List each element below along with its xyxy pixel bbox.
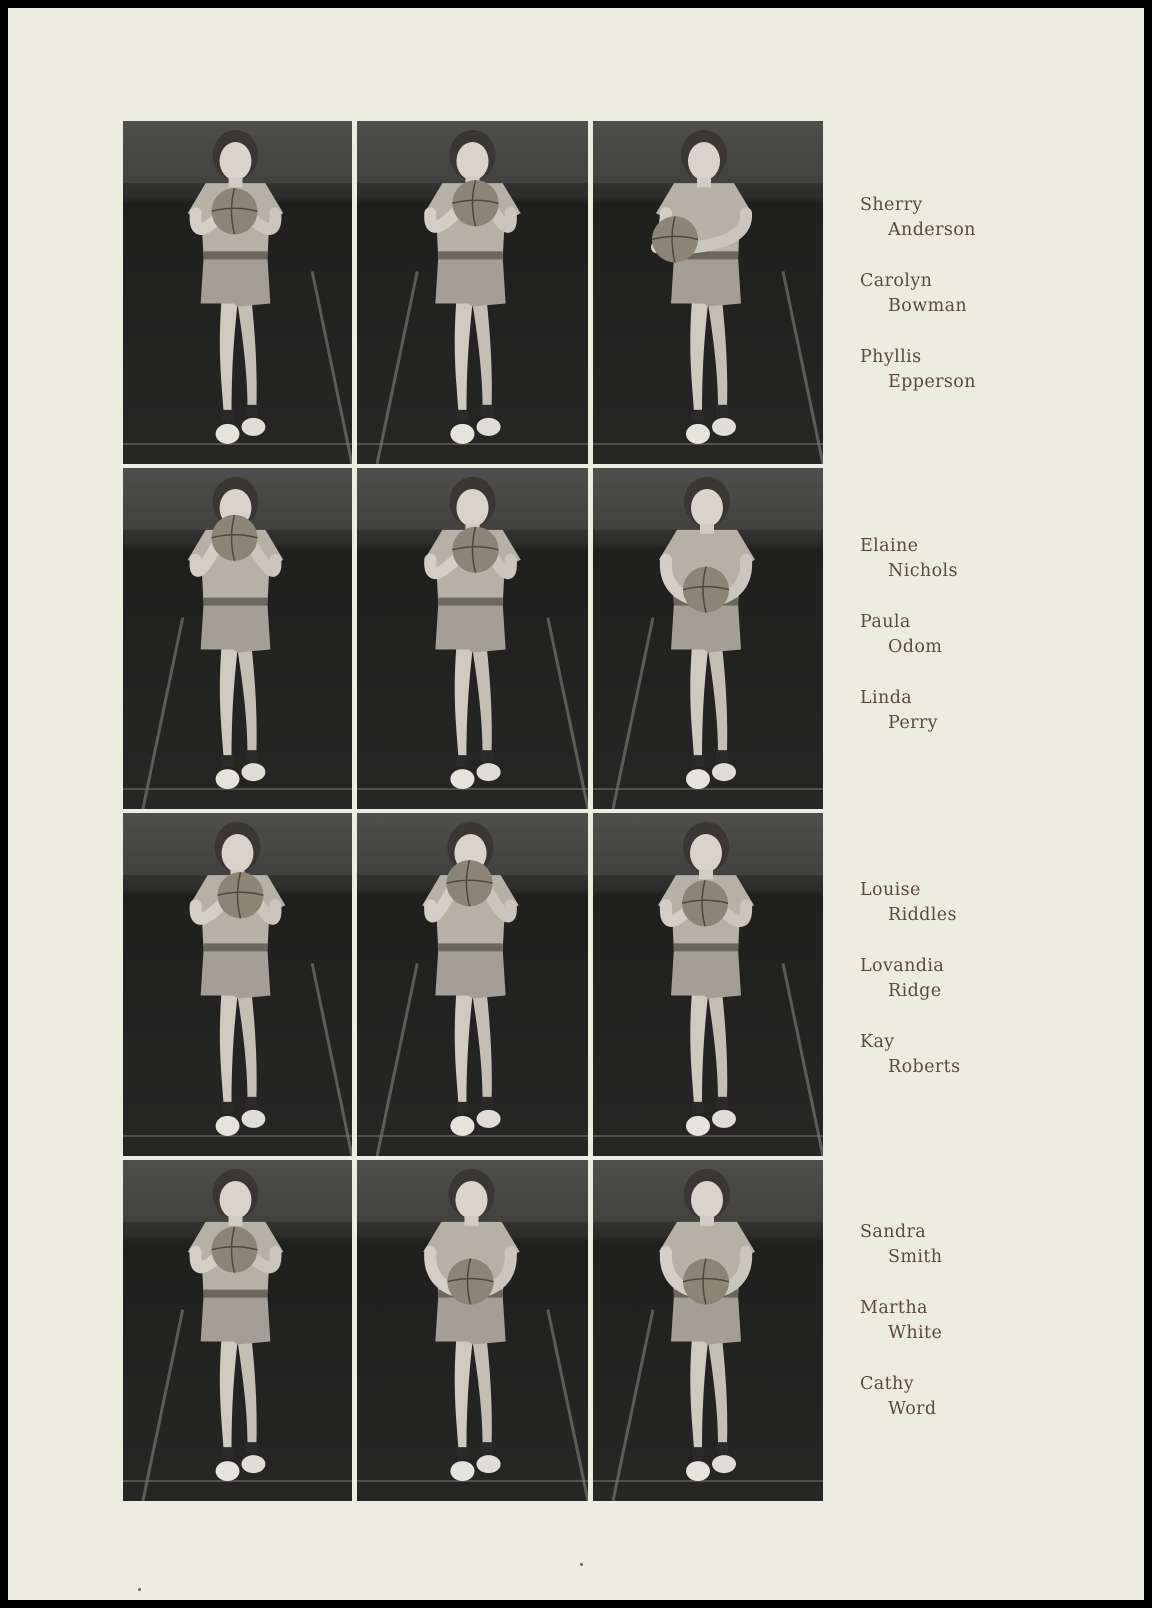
- player-face: [455, 1181, 487, 1219]
- player-shoe: [712, 1110, 736, 1128]
- player-shorts: [435, 948, 505, 998]
- player-name: [860, 1296, 1120, 1372]
- first-name: Lovandia: [860, 956, 945, 976]
- photo-figure: [593, 1160, 823, 1501]
- first-name: Louise: [860, 880, 921, 900]
- photo-figure: [593, 121, 823, 464]
- player-sock: [245, 1442, 257, 1454]
- player-leg: [220, 300, 238, 412]
- basketball: [452, 527, 498, 573]
- first-name: Elaine: [860, 536, 919, 556]
- basketball: [446, 860, 492, 906]
- player-belt: [438, 943, 502, 951]
- last-name: White: [888, 1323, 943, 1343]
- player-arm: [258, 903, 275, 919]
- last-name: Riddles: [888, 905, 957, 925]
- player-leg: [220, 992, 238, 1104]
- player-name: [860, 1372, 1120, 1448]
- player-shoe: [241, 418, 265, 436]
- player-shoe: [241, 763, 265, 781]
- basketball: [212, 188, 258, 234]
- player-face: [690, 834, 722, 872]
- player-name: [860, 534, 1120, 610]
- player-sock: [481, 405, 493, 417]
- player-shoe: [216, 424, 240, 444]
- player-shorts: [201, 1295, 271, 1345]
- photo-figure: [123, 121, 352, 464]
- player-face: [456, 142, 488, 180]
- player-belt: [204, 598, 268, 606]
- player-photo: [593, 121, 823, 464]
- player-shoe: [477, 418, 501, 436]
- player-shoe: [712, 763, 736, 781]
- player-shoe: [712, 418, 736, 436]
- player-shoe: [241, 1455, 265, 1473]
- player-arm: [494, 558, 511, 573]
- player-leg: [238, 645, 257, 752]
- player-photo: [593, 813, 823, 1156]
- player-shoe: [477, 763, 501, 781]
- player-arm: [494, 211, 511, 227]
- first-name: Kay: [860, 1032, 895, 1052]
- player-sock: [456, 410, 468, 422]
- player-neck: [699, 869, 713, 879]
- photo-figure: [357, 121, 588, 464]
- player-sock: [716, 1442, 728, 1454]
- player-belt: [674, 943, 738, 951]
- court-line: [143, 1310, 183, 1501]
- player-face: [222, 834, 254, 872]
- yearbook-page: [8, 8, 1144, 1600]
- player-sock: [245, 1097, 257, 1109]
- player-shoe: [686, 1116, 710, 1136]
- player-neck: [697, 177, 711, 187]
- first-name: Sherry: [860, 195, 923, 215]
- player-leg: [708, 1337, 727, 1444]
- player-name: [860, 686, 1120, 762]
- player-sock: [692, 755, 704, 767]
- court-line: [143, 618, 183, 809]
- player-name: [860, 269, 1120, 345]
- player-name: [860, 193, 1120, 269]
- player-sock: [456, 1102, 468, 1114]
- court-line: [613, 618, 653, 809]
- player-shoe: [450, 424, 474, 444]
- court-line: [377, 271, 417, 464]
- player-leg: [455, 992, 473, 1104]
- last-name: Nichols: [888, 561, 958, 581]
- player-shorts: [201, 603, 271, 653]
- player-neck: [229, 1216, 243, 1226]
- basketball: [218, 872, 264, 918]
- last-name: Roberts: [888, 1057, 961, 1077]
- player-sock: [716, 1097, 728, 1109]
- basketball: [683, 1259, 729, 1305]
- player-shoe: [686, 424, 710, 444]
- player-photo: [593, 468, 823, 809]
- photo-figure: [593, 468, 823, 809]
- player-leg: [690, 300, 708, 412]
- player-shorts: [435, 603, 505, 653]
- first-name: Sandra: [860, 1222, 927, 1242]
- player-sock: [692, 1447, 704, 1459]
- player-name: [860, 878, 1120, 954]
- basketball: [652, 216, 698, 262]
- court-line: [613, 1310, 653, 1501]
- player-face: [688, 142, 720, 180]
- player-sock: [692, 1102, 704, 1114]
- player-shorts: [201, 948, 271, 998]
- player-leg: [473, 992, 492, 1099]
- player-photo: [123, 121, 352, 464]
- player-face: [456, 489, 488, 527]
- player-leg: [220, 645, 238, 757]
- player-belt: [204, 943, 268, 951]
- player-photo: [357, 468, 588, 809]
- player-leg: [455, 1337, 473, 1449]
- player-face: [691, 1181, 723, 1219]
- player-face: [220, 1181, 252, 1219]
- court-line: [377, 963, 417, 1156]
- last-name: Bowman: [888, 296, 968, 316]
- player-leg: [238, 992, 257, 1099]
- photo-figure: [593, 813, 823, 1156]
- photo-figure: [357, 813, 588, 1156]
- player-leg: [708, 992, 727, 1099]
- first-name: Phyllis: [860, 347, 922, 367]
- court-line: [312, 271, 352, 464]
- player-photo: [593, 1160, 823, 1501]
- player-sock: [481, 750, 493, 762]
- player-belt: [438, 598, 502, 606]
- player-leg: [220, 1337, 238, 1449]
- player-shoe: [450, 1116, 474, 1136]
- player-shoe: [216, 1116, 240, 1136]
- last-name: Odom: [888, 637, 943, 657]
- player-photo: [123, 468, 352, 809]
- player-neck: [700, 1216, 714, 1226]
- player-leg: [455, 300, 473, 412]
- player-sock: [222, 1102, 234, 1114]
- player-neck: [700, 524, 714, 534]
- court-line: [312, 963, 352, 1156]
- player-photo: [123, 1160, 352, 1501]
- player-photo: [357, 121, 588, 464]
- player-leg: [473, 300, 492, 407]
- player-leg: [690, 1337, 708, 1449]
- player-leg: [455, 645, 473, 757]
- basketball: [683, 567, 729, 613]
- player-sock: [222, 1447, 234, 1459]
- first-name: Carolyn: [860, 271, 933, 291]
- player-sock: [245, 405, 257, 417]
- last-name: Word: [888, 1399, 937, 1419]
- player-neck: [464, 1216, 478, 1226]
- player-shorts: [201, 256, 271, 306]
- basketball: [682, 880, 728, 926]
- last-name: Smith: [888, 1247, 943, 1267]
- player-shoe: [241, 1110, 265, 1128]
- player-sock: [245, 750, 257, 762]
- last-name: Epperson: [888, 372, 976, 392]
- player-leg: [690, 645, 708, 757]
- first-name: Linda: [860, 688, 913, 708]
- player-sock: [456, 1447, 468, 1459]
- player-shoe: [712, 1455, 736, 1473]
- player-shorts: [671, 948, 741, 998]
- player-name: [860, 1220, 1120, 1296]
- photo-figure: [357, 468, 588, 809]
- player-sock: [456, 755, 468, 767]
- player-leg: [708, 300, 727, 407]
- player-name: [860, 610, 1120, 686]
- player-sock: [692, 410, 704, 422]
- player-belt: [438, 251, 502, 259]
- player-photo: [357, 813, 588, 1156]
- court-line: [548, 618, 588, 809]
- player-shoe: [686, 769, 710, 789]
- player-name: [860, 345, 1120, 421]
- player-leg: [708, 645, 727, 752]
- court-line: [548, 1310, 588, 1501]
- player-photo-grid: [123, 121, 833, 1499]
- player-leg: [238, 300, 257, 407]
- names-group-row-1: [860, 193, 1120, 421]
- player-shoe: [477, 1110, 501, 1128]
- first-name: Paula: [860, 612, 911, 632]
- player-face: [220, 142, 252, 180]
- player-leg: [473, 1337, 492, 1444]
- player-name: [860, 1030, 1120, 1106]
- player-shoe: [450, 769, 474, 789]
- last-name: Ridge: [888, 981, 942, 1001]
- player-name: [860, 954, 1120, 1030]
- player-belt: [204, 251, 268, 259]
- player-photo: [123, 813, 352, 1156]
- names-group-row-3: [860, 878, 1120, 1106]
- player-face: [691, 489, 723, 527]
- player-leg: [238, 1337, 257, 1444]
- basketball: [212, 1227, 258, 1273]
- player-shoe: [216, 1461, 240, 1481]
- player-shoe: [216, 769, 240, 789]
- paper-speck: [580, 1563, 583, 1566]
- basketball: [212, 515, 258, 561]
- player-sock: [716, 750, 728, 762]
- player-sock: [481, 1442, 493, 1454]
- player-photo: [357, 1160, 588, 1501]
- player-belt: [204, 1290, 268, 1298]
- photo-figure: [123, 1160, 352, 1501]
- last-name: Perry: [888, 713, 938, 733]
- basketball: [452, 180, 498, 226]
- photo-figure: [123, 468, 352, 809]
- player-leg: [473, 645, 492, 752]
- names-group-row-4: [860, 1220, 1120, 1448]
- paper-speck: [138, 1588, 141, 1591]
- player-sock: [222, 410, 234, 422]
- court-line: [783, 963, 823, 1156]
- player-shoe: [686, 1461, 710, 1481]
- first-name: Martha: [860, 1298, 928, 1318]
- player-sock: [481, 1097, 493, 1109]
- photo-figure: [123, 813, 352, 1156]
- basketball: [447, 1259, 493, 1305]
- player-shoe: [477, 1455, 501, 1473]
- last-name: Anderson: [888, 220, 976, 240]
- player-sock: [716, 405, 728, 417]
- first-name: Cathy: [860, 1374, 915, 1394]
- court-line: [783, 271, 823, 464]
- player-shorts: [435, 256, 505, 306]
- player-shorts: [671, 256, 741, 306]
- player-shoe: [450, 1461, 474, 1481]
- player-sock: [222, 755, 234, 767]
- photo-figure: [357, 1160, 588, 1501]
- names-group-row-2: [860, 534, 1120, 762]
- player-neck: [229, 177, 243, 187]
- player-leg: [690, 992, 708, 1104]
